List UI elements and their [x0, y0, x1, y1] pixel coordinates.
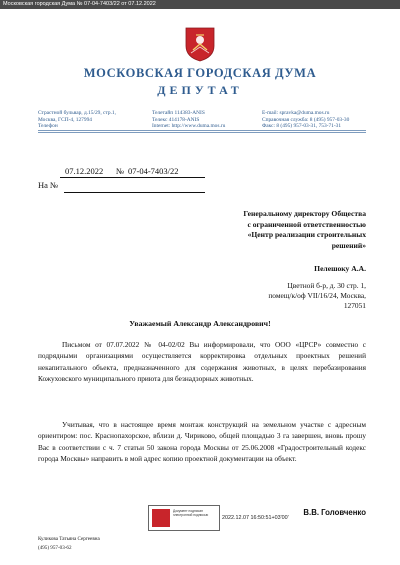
contact-line: Телефон [38, 123, 58, 130]
stamp-caption: Документ подписан электронной подписью [173, 509, 209, 518]
addressee-line: «Центр реализации строительных [247, 230, 366, 239]
contact-line: Москва, ГСП-4, 127994 [38, 116, 92, 123]
contact-line: Страстной бульвар, д.15/29, стр.1, [38, 110, 116, 116]
executor-name: Куликова Татьяна Сергеевна [38, 536, 100, 542]
address-line: 127051 [343, 301, 366, 310]
reference-underline [64, 192, 205, 193]
contact-line: Факс: 8 (495) 957-03-31, 753-71-31 [262, 123, 342, 130]
moscow-emblem-icon [152, 509, 170, 527]
addressee-block [206, 209, 366, 251]
contact-line: Телетайп 114383-ANIS [152, 110, 205, 116]
address-line: Цветной б-р, д. 30 стр. 1, [287, 281, 366, 290]
registration-number: 07-04-7403/22 [128, 166, 179, 176]
document-header-text: Московская городская Дума № 07-04-7403/22 от 07.12.2022 [3, 1, 156, 7]
signer-name: В.В. Головченко [303, 508, 366, 517]
organization-title: МОСКОВСКАЯ ГОРОДСКАЯ ДУМА [83, 66, 317, 80]
reference-label: На № [38, 180, 59, 190]
contact-line: E-mail: spravka@duma.mos.ru [262, 110, 330, 116]
executor-phone: (495) 957-03-62 [38, 545, 72, 551]
contacts-address [38, 110, 116, 130]
contact-line: Internet: http://www.duma.mos.ru [152, 123, 226, 130]
registration-underline [60, 177, 205, 178]
body-paragraph: Учитывая, что в настоящее время монтаж конструкций на земельном участке с адресным ориентиром: пос. Краснопахорское, вблизи д. Чириково, общей площадью 3 га завершен, вновь прошу Вас в соответствии с ч. 7 статьи 50 закона города Москвы от 25.06.2008 «Градостроительный кодекс города Москвы» направить в мой адрес копию проектной документации на объект. [38, 420, 366, 463]
e-signature-stamp [148, 505, 220, 531]
addressee-line: решений» [331, 240, 366, 250]
registration-number-sign: № [116, 166, 125, 176]
contact-line: Телекс 414178-ANIS [152, 116, 200, 123]
organization-subtitle: ДЕПУТАТ [157, 83, 243, 97]
signature-timestamp: 2022.12.07 16:50:51+03'00' [222, 515, 289, 521]
contact-line: Справочная служба: 8 (495) 957-03-30 [262, 116, 350, 123]
body-paragraph: Письмом от 07.07.2022 № 04-02/02 Вы информировали, что ООО «ЦРСР» совместно с подрядными организациями осуществляется корректировка отдельных проектных решений некапитального объекта, предназначенного для содержания животных, в целях перебазирования Кожуховского муниципального приюта для безнадзорных животных. [38, 340, 366, 383]
letterhead-divider-thin [38, 132, 366, 133]
moscow-coat-of-arms-icon [184, 26, 216, 62]
addressee-name: Пелешоку А.А. [314, 264, 366, 273]
executor-block [38, 535, 100, 553]
addressee-line: Генеральному директору Общества [243, 209, 366, 218]
addressee-line: с ограниченной ответственностью [247, 219, 366, 229]
registration-date: 07.12.2022 [65, 166, 104, 176]
address-line: помещ/к/оф VII/16/24, Москва, [268, 291, 366, 300]
contacts-telex [152, 110, 225, 130]
contacts-email [262, 110, 349, 130]
document-header-bar [0, 0, 400, 9]
letterhead-divider [38, 130, 366, 131]
addressee-address [206, 281, 366, 311]
greeting: Уважаемый Александр Александрович! [129, 319, 271, 328]
